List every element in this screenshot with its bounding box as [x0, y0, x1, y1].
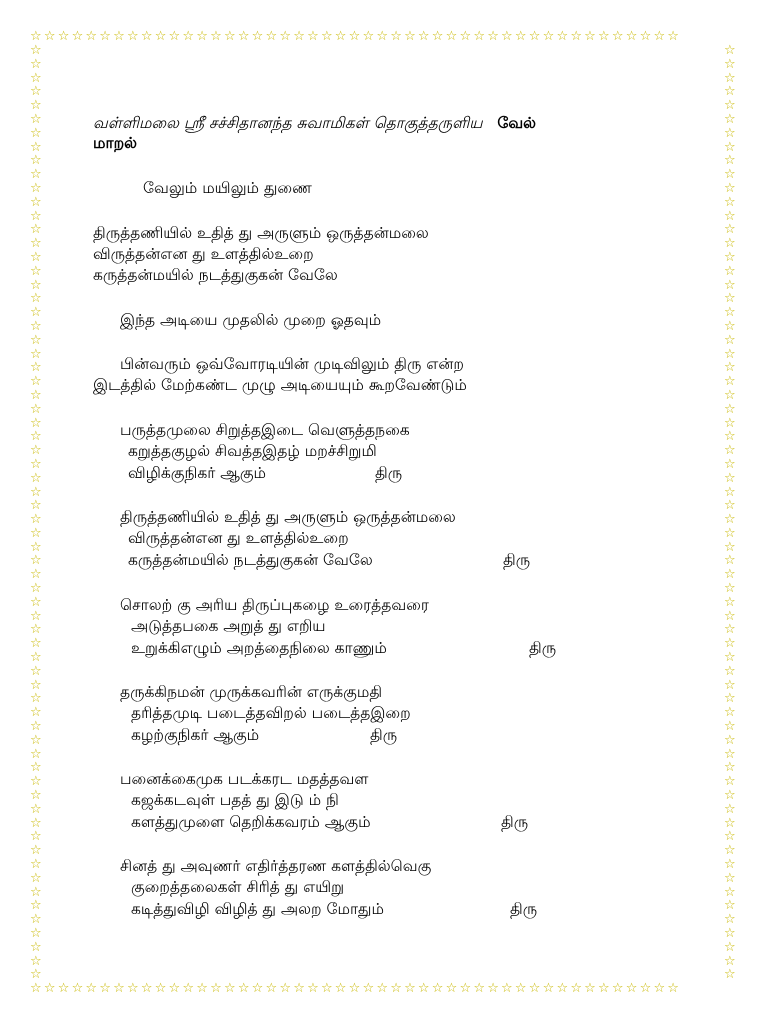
verse-line: விருத்தன்என து உளத்தில்உறை — [93, 245, 314, 263]
tiru-refrain: திரு — [529, 639, 557, 657]
star-border-top: ☆☆☆☆☆☆☆☆☆☆☆☆☆☆☆☆☆☆☆☆☆☆☆☆☆☆☆☆☆☆☆☆☆☆☆☆☆☆☆☆☆☆☆☆☆☆☆ — [30, 30, 682, 44]
verse-line: குறைத்தலைகள் சிரித் து எயிறு — [131, 878, 345, 896]
verse-line: விழிக்குநிகர் ஆகும் — [128, 464, 267, 482]
tiru-refrain: திரு — [501, 813, 529, 831]
verse-line: கழற்குநிகர் ஆகும் — [131, 726, 260, 744]
verse-line: திருத்தணியில் உதித் து அருளும் ஒருத்தன்மலை — [120, 508, 456, 526]
verse-line: சினத் து அவுணர் எதிர்த்தரண களத்தில்வெகு — [120, 857, 432, 875]
invocation-line: வேலும் மயிலும் துணை — [143, 179, 312, 197]
verse-line: கறுத்தகுழல் சிவத்தஇதழ் மறச்சிறுமி — [128, 442, 377, 460]
instruction-line: பின்வரும் ஒவ்வோரடியின் முடிவிலும் திரு என்ற — [120, 355, 464, 373]
star-border-right: ☆☆☆☆☆☆☆☆☆☆☆☆☆☆☆☆☆☆☆☆☆☆☆☆☆☆☆☆☆☆☆☆☆☆☆☆☆☆☆☆☆☆☆☆☆☆☆☆☆☆☆☆☆☆☆☆☆☆☆☆☆☆☆☆☆☆☆☆ — [724, 44, 738, 983]
document-title — [93, 113, 536, 133]
verse-line: கடித்துவிழி விழித் து அலற மோதும் — [131, 900, 384, 918]
verse-line: விருத்தன்என து உளத்தில்உறை — [128, 529, 349, 547]
verse-line: பருத்தமுலை சிறுத்தஇடை வெளுத்தநகை — [120, 421, 410, 439]
verse-line: சொலற் கு அரிய திருப்புகழை உரைத்தவரை — [120, 596, 429, 614]
verse-line: கருத்தன்மயில் நடத்துகுகன் வேலே — [128, 551, 373, 569]
verse-line: திருத்தணியில் உதித் து அருளும் ஒருத்தன்மலை — [93, 224, 429, 242]
star-border-bottom: ☆☆☆☆☆☆☆☆☆☆☆☆☆☆☆☆☆☆☆☆☆☆☆☆☆☆☆☆☆☆☆☆☆☆☆☆☆☆☆☆☆☆☆☆☆☆☆ — [30, 982, 682, 996]
verse-line: தருக்கிநமன் முருக்கவரின் எருக்குமதி — [120, 683, 383, 701]
verse-line: அடுத்தபகை அறுத் து எறிய — [131, 617, 326, 635]
verse-line: கருத்தன்மயில் நடத்துகுகன் வேலே — [93, 266, 338, 284]
tiru-refrain: திரு — [375, 464, 403, 482]
verse-line: உறுக்கிஎழும் அறத்தைநிலை காணும் — [131, 639, 387, 657]
tiru-refrain: திரு — [503, 551, 531, 569]
tiru-refrain: திரு — [510, 900, 538, 918]
verse-line: களத்துமுளை தெறிக்கவரம் ஆகும் — [131, 813, 371, 831]
title-bold-a: வேல் — [497, 114, 537, 132]
verse-line: கஜக்கடவுள் பதத் து இடு ம் நி — [131, 791, 339, 809]
instruction-line: இந்த அடியை முதலில் முறை ஓதவும் — [120, 311, 382, 329]
verse-line: தரித்தமுடி படைத்தவிறல் படைத்தஇறை — [131, 704, 411, 722]
title-italic: வள்ளிமலை ஸ்ரீ சச்சிதானந்த சுவாமிகள் தொகுத்தருளிய — [93, 114, 483, 132]
verse-line: பனைக்கைமுக படக்கரட மதத்தவள — [120, 770, 369, 788]
star-border-left: ☆☆☆☆☆☆☆☆☆☆☆☆☆☆☆☆☆☆☆☆☆☆☆☆☆☆☆☆☆☆☆☆☆☆☆☆☆☆☆☆☆☆☆☆☆☆☆☆☆☆☆☆☆☆☆☆☆☆☆☆☆☆☆☆☆☆☆☆ — [30, 44, 44, 983]
instruction-line: இடத்தில் மேற்கண்ட முழு அடியையும் கூறவேண்டும் — [93, 376, 467, 394]
tiru-refrain: திரு — [370, 726, 398, 744]
title-bold-b: மாறல் — [93, 134, 137, 152]
